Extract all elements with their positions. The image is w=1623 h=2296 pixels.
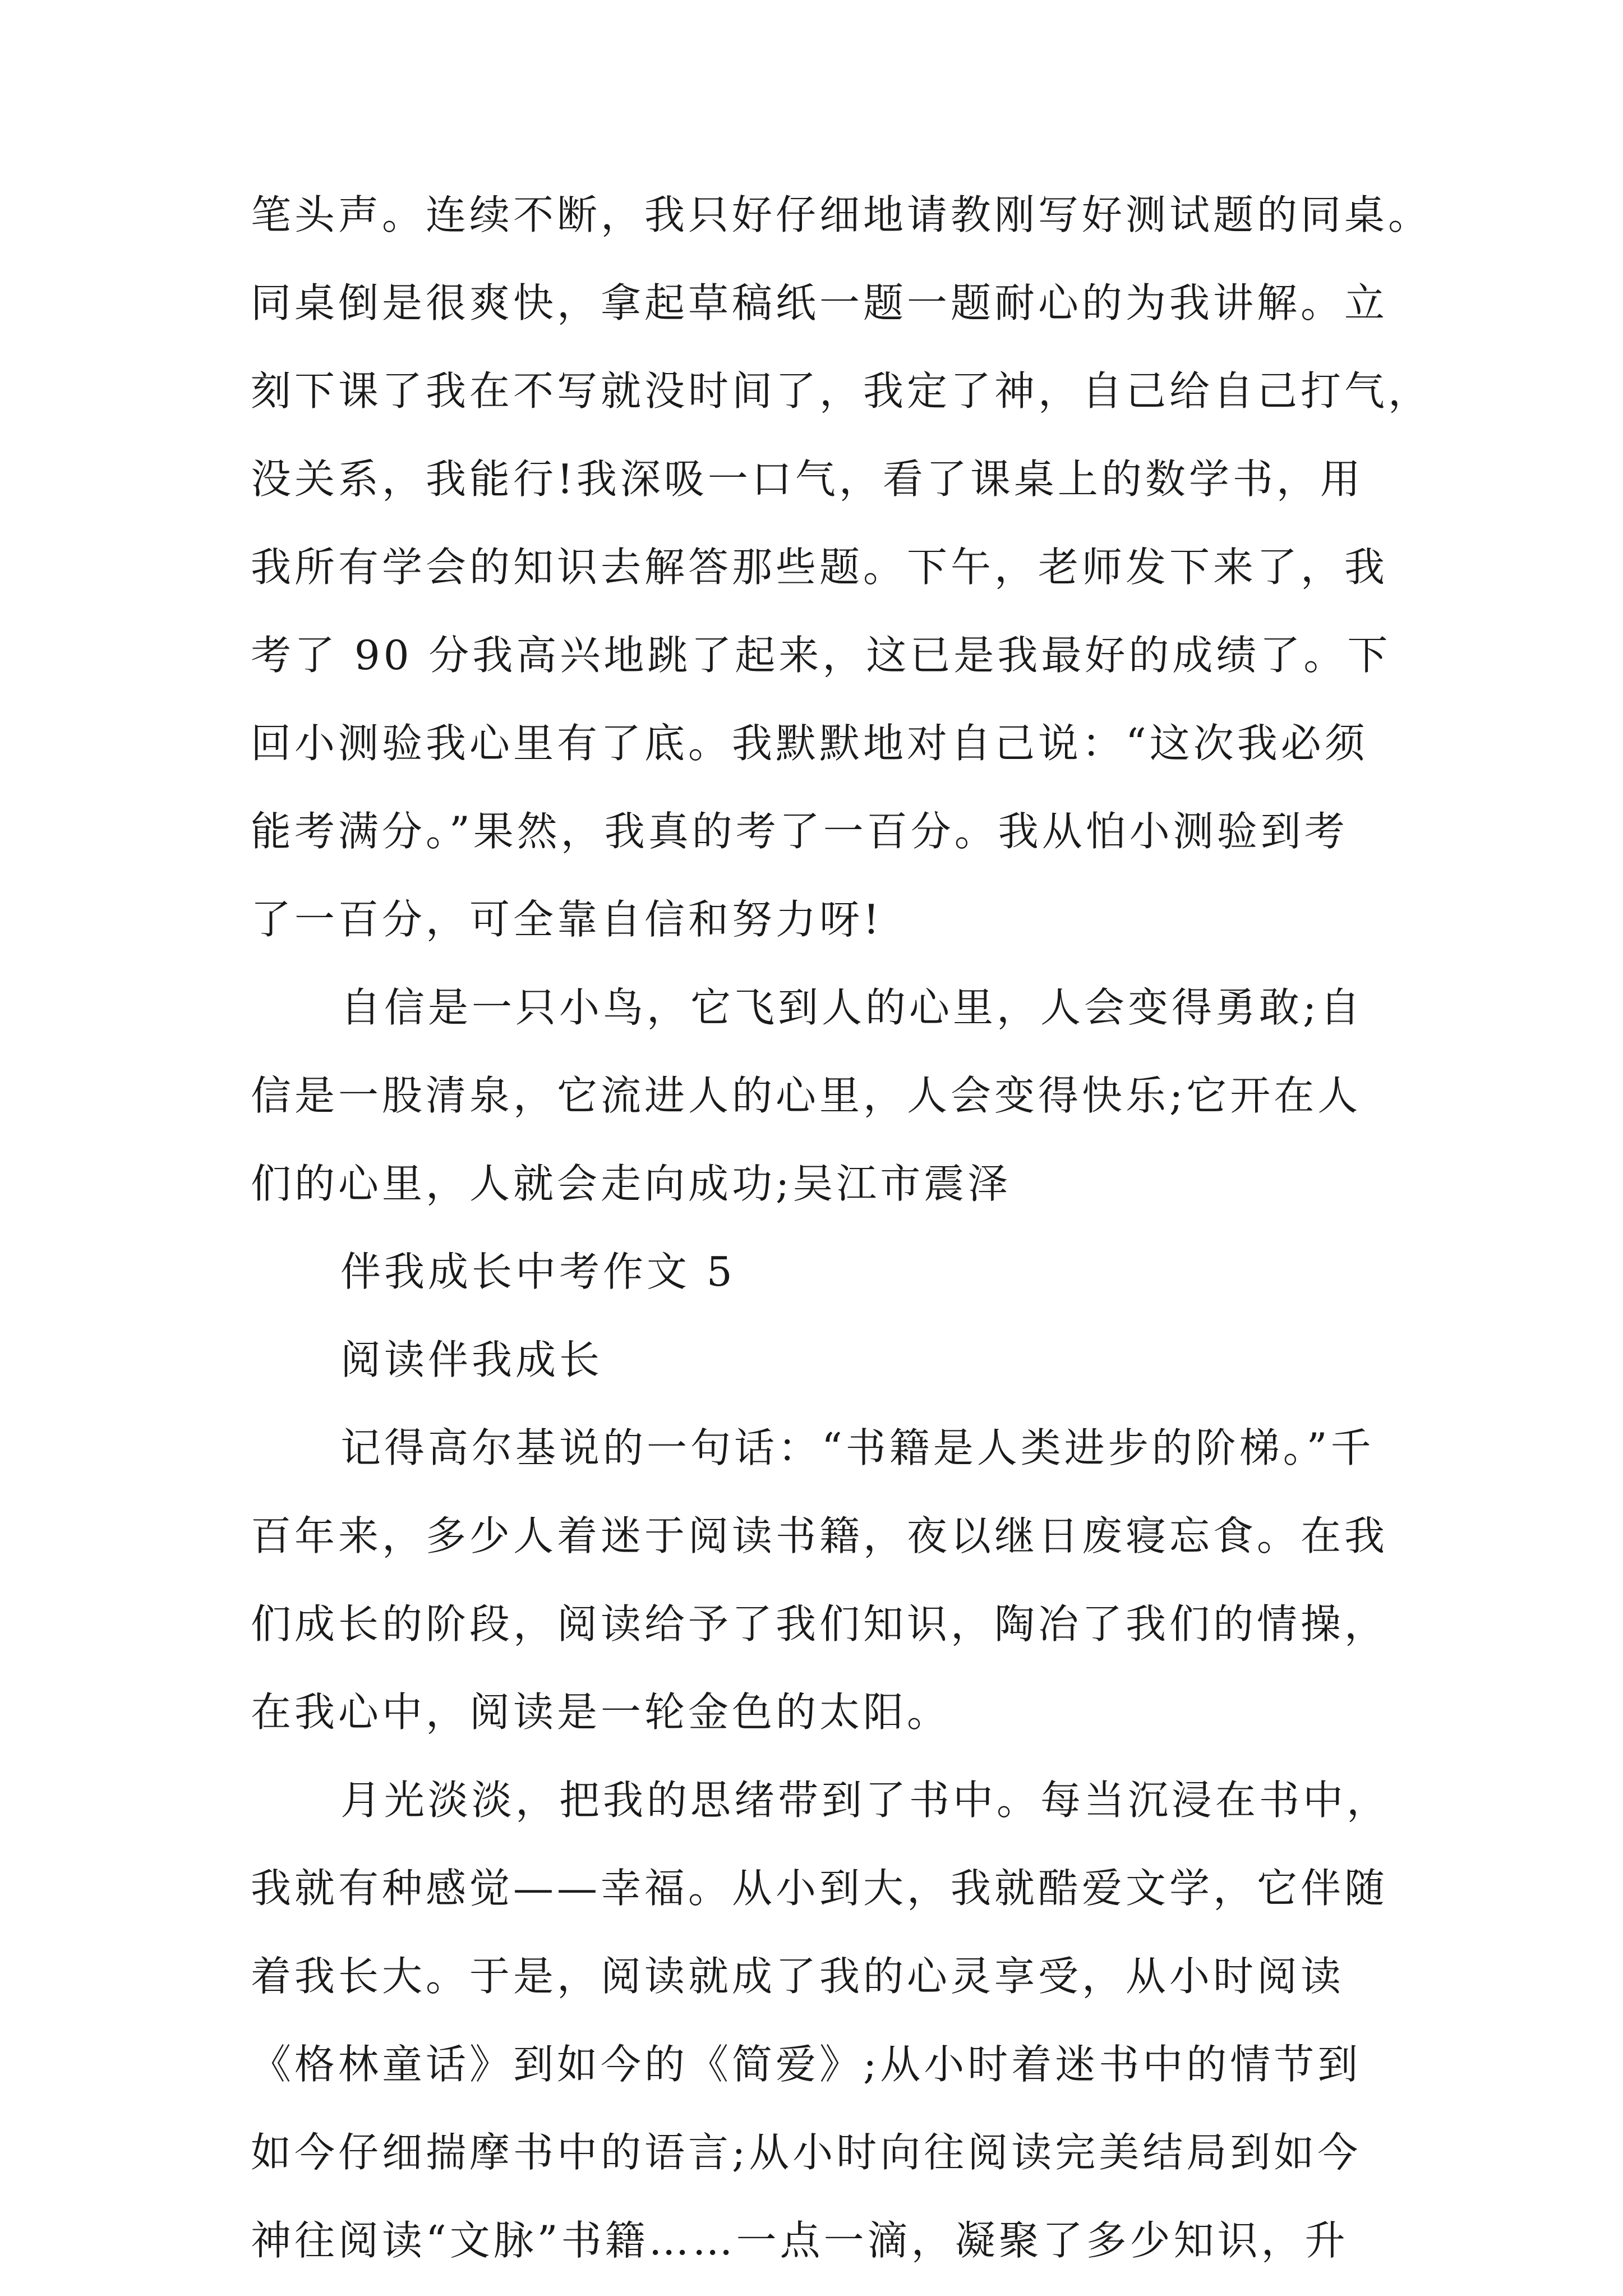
text-line: 在我心中，阅读是一轮金色的太阳。 [251, 1688, 951, 1736]
text-line: 能考满分。”果然，我真的考了一百分。我从怕小测验到考 [251, 808, 1348, 855]
text-line: 我就有种感觉——幸福。从小到大，我就酷爱文学，它伴随 [251, 1865, 1389, 1912]
text-line: 们的心里，人就会走向成功;吴江市震泽 [251, 1160, 1012, 1207]
text-line: 刻下课了我在不写就没时间了，我定了神，自己给自己打气， [251, 367, 1432, 415]
paragraph-start-line: 自信是一只小鸟，它飞到人的心里，人会变得勇敢;自 [340, 984, 1364, 1031]
text-line: 《格林童话》到如今的《简爱》;从小时着迷书中的情节到 [251, 2041, 1362, 2088]
text-line: 着我长大。于是，阅读就成了我的心灵享受，从小时阅读 [251, 1953, 1345, 2000]
text-line: 同桌倒是很爽快，拿起草稿纸一题一题耐心的为我讲解。立 [251, 279, 1389, 326]
essay-title: 阅读伴我成长 [340, 1336, 603, 1383]
text-line: 如今仔细揣摩书中的语言;从小时向往阅读完美结局到如今 [251, 2129, 1362, 2176]
text-line: 信是一股清泉，它流进人的心里，人会变得快乐;它开在人 [251, 1072, 1362, 1119]
paragraph-start-line: 记得高尔基说的一句话：“书籍是人类进步的阶梯。”千 [340, 1424, 1375, 1471]
text-line: 笔头声。连续不断，我只好仔细地请教刚写好测试题的同桌。 [251, 191, 1432, 238]
text-line: 回小测验我心里有了底。我默默地对自己说：“这次我必须 [251, 720, 1368, 767]
text-line: 考了 90 分我高兴地跳了起来，这已是我最好的成绩了。下 [251, 632, 1391, 679]
paragraph-start-line: 月光淡淡，把我的思绪带到了书中。每当沉浸在书中， [340, 1777, 1391, 1824]
text-line: 们成长的阶段，阅读给予了我们知识，陶冶了我们的情操， [251, 1600, 1389, 1648]
essay-heading: 伴我成长中考作文 5 [340, 1248, 736, 1295]
text-line: 了一百分，可全靠自信和努力呀! [251, 896, 883, 943]
text-line: 没关系，我能行!我深吸一口气，看了课桌上的数学书，用 [251, 455, 1364, 503]
text-line: 神往阅读“文脉”书籍……一点一滴，凝聚了多少知识，升 [251, 2217, 1349, 2264]
text-line: 百年来，多少人着迷于阅读书籍，夜以继日废寝忘食。在我 [251, 1512, 1389, 1559]
text-line: 我所有学会的知识去解答那些题。下午，老师发下来了，我 [251, 544, 1389, 591]
document-body [251, 171, 1432, 2285]
